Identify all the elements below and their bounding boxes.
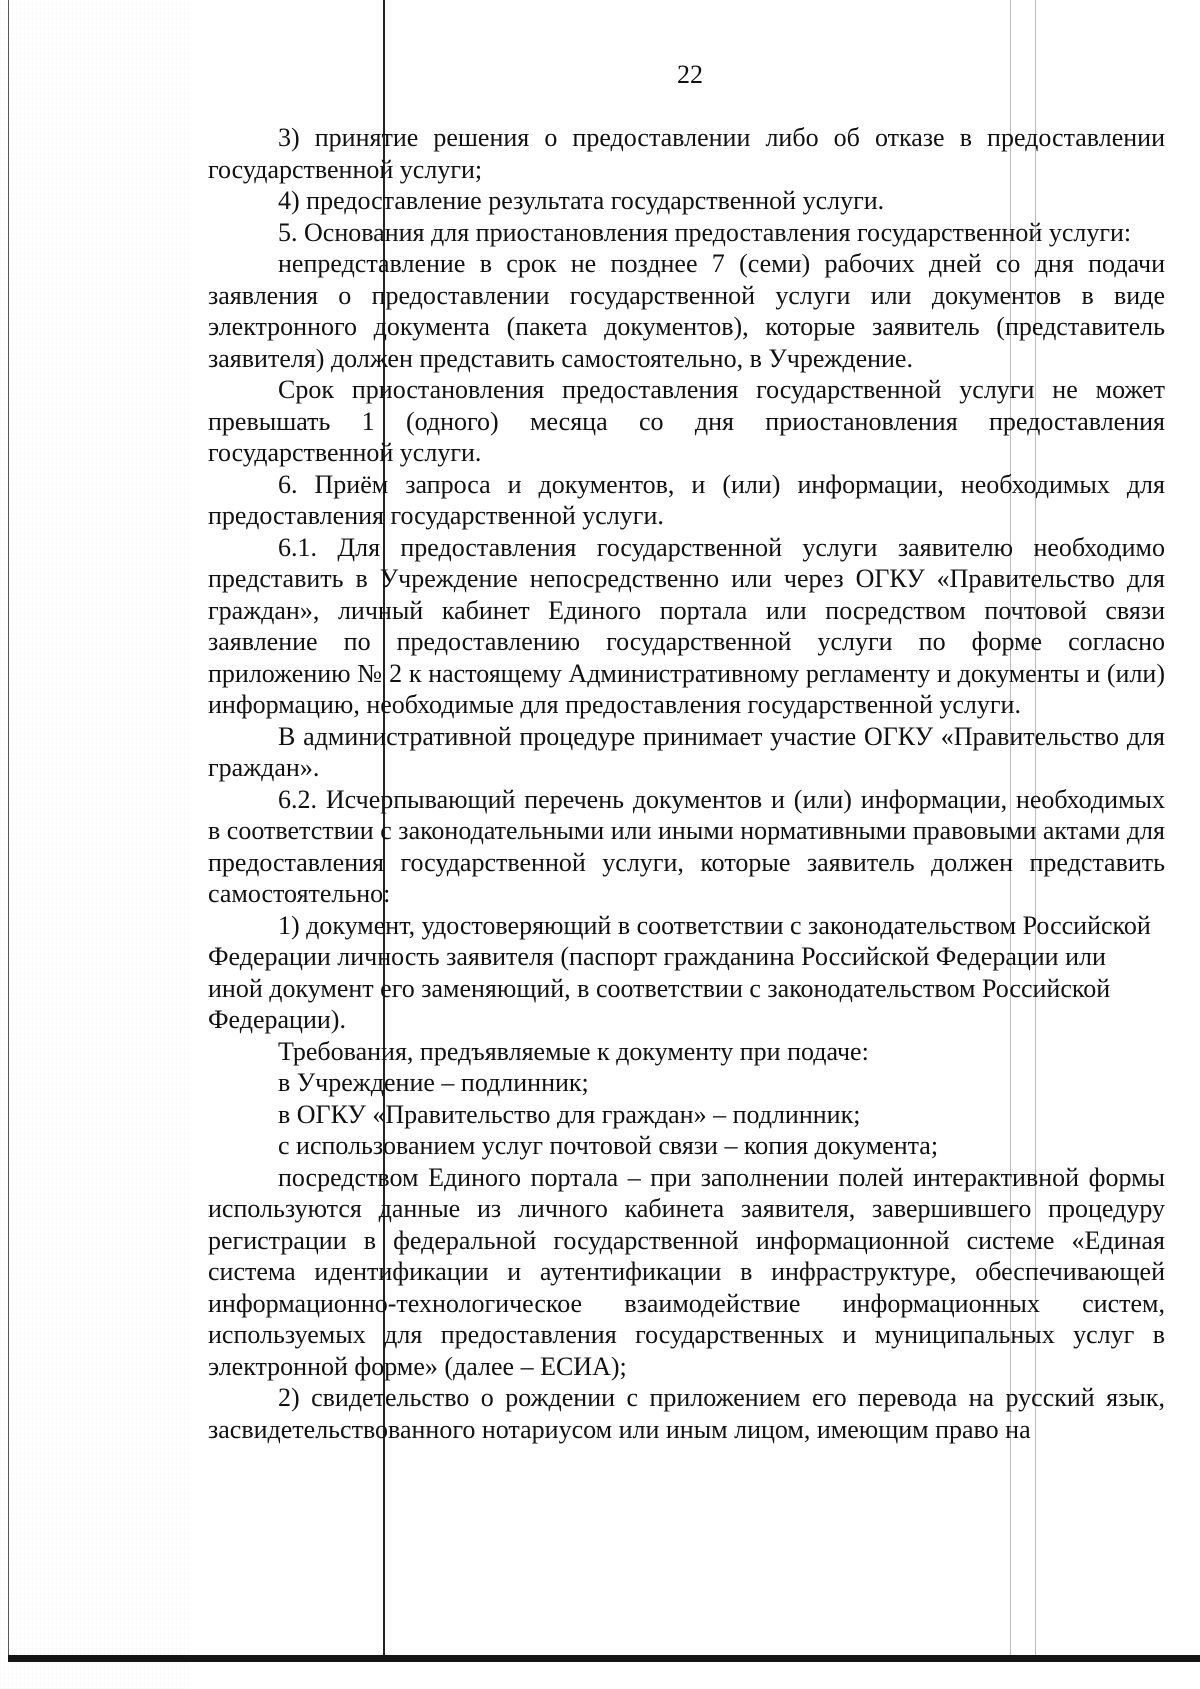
paragraph: посредством Единого портала – при заполнении полей интерактивной формы используются данные из личного кабинета заявителя, завершившего процедуру регистрации в федеральной государственной информационной системе «Единая система идентификации и аутентификации в инфраструктуре, обеспечивающей информационно-технологическое взаимодействие информационных систем, используемых для предоставления государственных и муниципальных услуг в электронной форме» (далее – ЕСИА); bbox=[208, 1162, 1165, 1381]
paragraph: 2) свидетельство о рождении с приложением его перевода на русский язык, засвидетельствованного нотариусом или иным лицом, имеющим право на bbox=[208, 1383, 1165, 1444]
paragraph: 6.1. Для предоставления государственной услуги заявителю необходимо представить в Учреждение непосредственно или через ОГКУ «Правительство для граждан», личный кабинет Единого портала или посредством почтовой связи заявление по предоставлению государственной услуги по форме согласно приложению № 2 к настоящему Административному регламенту и документы и (или) информацию, необходимые для предоставления государственной услуги. bbox=[208, 532, 1165, 719]
page-left-edge bbox=[8, 0, 9, 1660]
paragraph: в Учреждение – подлинник; bbox=[278, 1068, 589, 1097]
paragraph: 1) документ, удостоверяющий в соответствии с законодательством Российской Федерации личность заявителя (паспорт гражданина Российской Федерации или иной документ его заменяющий, в соответствии с законодательством Российской Федерации). bbox=[208, 910, 1151, 1034]
paragraph: 6. Приём запроса и документов, и (или) информации, необходимых для предоставления государственной услуги. bbox=[208, 469, 1165, 530]
scan-speckle bbox=[0, 0, 190, 1689]
paragraph: 4) предоставление результата государственной услуги. bbox=[278, 186, 885, 215]
paragraph: непредставление в срок не позднее 7 (семи) рабочих дней со дня подачи заявления о предоставлении государственной услуги или документов в виде электронного документа (пакета документов), которые заявитель (представитель заявителя) должен представить самостоятельно, в Учреждение. bbox=[208, 249, 1165, 373]
paragraph: 3) принятие решения о предоставлении либо об отказе в предоставлении государственной услуги; bbox=[208, 123, 1165, 184]
paragraph: В административной процедуре принимает участие ОГКУ «Правительство для граждан». bbox=[208, 721, 1165, 782]
paragraph: в ОГКУ «Правительство для граждан» – подлинник; bbox=[278, 1099, 861, 1129]
paragraph: Срок приостановления предоставления государственной услуги не может превышать 1 (одного) месяца со дня приостановления предоставления государственной услуги. bbox=[208, 375, 1165, 467]
paragraph: 5. Основания для приостановления предоставления государственной услуги: bbox=[278, 217, 1132, 247]
body-text bbox=[208, 122, 1165, 1445]
scan-bottom-edge bbox=[8, 1655, 1200, 1662]
page-number: 22 bbox=[677, 60, 703, 89]
paragraph: с использованием услуг почтовой связи – копия документа; bbox=[278, 1131, 939, 1160]
paragraph: 6.2. Исчерпывающий перечень документов и (или) информации, необходимых в соответствии с законодательными или иными нормативными правовыми актами для предоставления государственной услуги, которые заявитель должен представить самостоятельно: bbox=[208, 784, 1165, 908]
paragraph: Требования, предъявляемые к документу при подаче: bbox=[278, 1036, 869, 1066]
